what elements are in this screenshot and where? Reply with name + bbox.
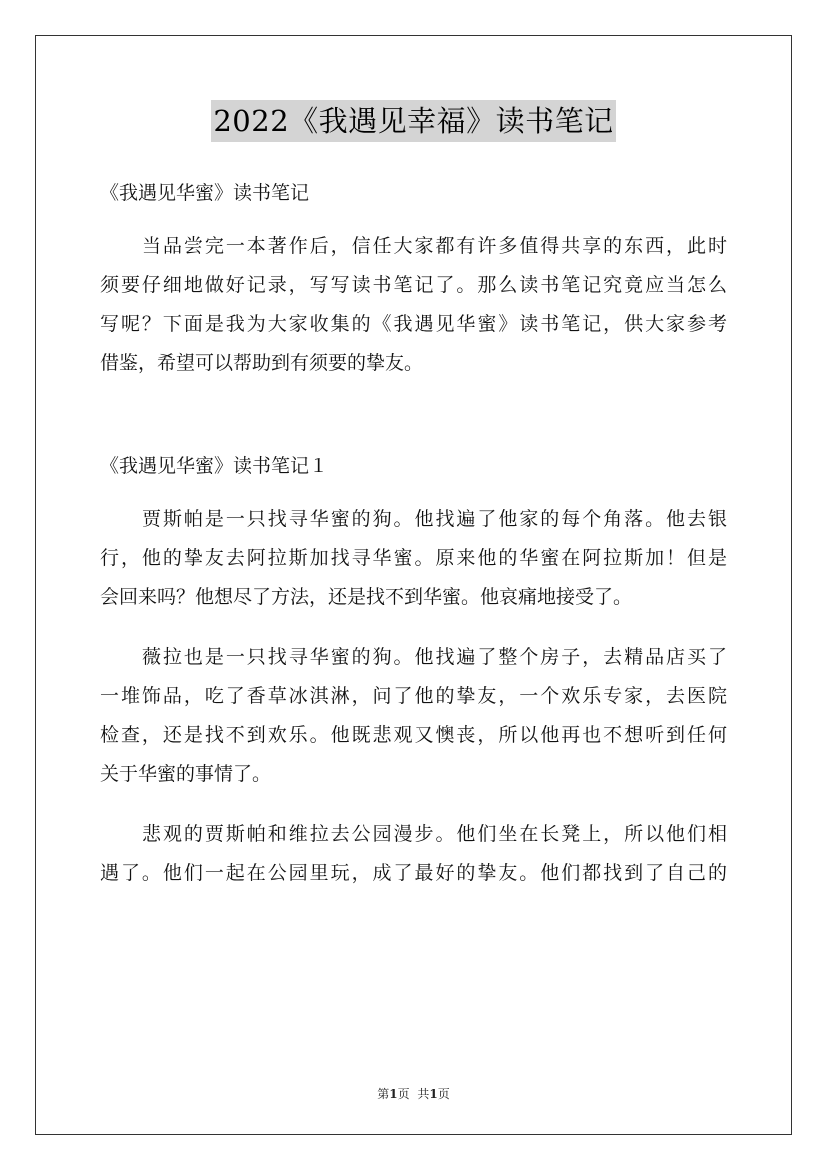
paragraph bbox=[100, 638, 727, 794]
title-container bbox=[0, 100, 827, 142]
paragraph-line: 一堆饰品，吃了香草冰淇淋，问了他的挚友，一个欢乐专家，去医院 bbox=[100, 685, 727, 707]
paragraph bbox=[100, 500, 727, 617]
page-number: 1 bbox=[389, 1087, 398, 1101]
paragraph-line: 借鉴，希望可以帮助到有须要的挚友。 bbox=[100, 352, 424, 374]
paragraph bbox=[100, 815, 727, 893]
document-title: 2022《我遇见幸福》读书笔记 bbox=[211, 100, 615, 142]
total-pages: 1 bbox=[429, 1087, 438, 1101]
paragraph-line: 须要仔细地做好记录，写写读书笔记了。那么读书笔记究竟应当怎么 bbox=[100, 274, 727, 296]
document-body bbox=[100, 174, 727, 914]
page-label-suffix: 页 bbox=[397, 1087, 410, 1101]
paragraph-line: 薇拉也是一只找寻华蜜的狗。他找遍了整个房子，去精品店买了 bbox=[142, 646, 727, 668]
section-heading: 《我遇见华蜜》读书笔记 bbox=[100, 182, 310, 204]
paragraph-line: 贾斯帕是一只找寻华蜜的狗。他找遍了他家的每个角落。他去银 bbox=[142, 508, 727, 530]
page-footer bbox=[0, 1085, 827, 1102]
paragraph bbox=[100, 227, 727, 383]
paragraph-line: 遇了。他们一起在公园里玩，成了最好的挚友。他们都找到了自己的 bbox=[100, 862, 727, 884]
total-label-suffix: 页 bbox=[437, 1087, 450, 1101]
paragraph-line: 行，他的挚友去阿拉斯加找寻华蜜。原来他的华蜜在阿拉斯加！但是 bbox=[100, 547, 727, 569]
total-label-prefix: 共 bbox=[417, 1087, 430, 1101]
paragraph-line: 当品尝完一本著作后，信任大家都有许多值得共享的东西，此时 bbox=[142, 235, 727, 257]
paragraph-line: 关于华蜜的事情了。 bbox=[100, 763, 272, 785]
section-heading: 《我遇见华蜜》读书笔记１ bbox=[100, 455, 329, 477]
paragraph-line: 写呢？下面是我为大家收集的《我遇见华蜜》读书笔记，供大家参考 bbox=[100, 313, 727, 335]
paragraph-line: 会回来吗？他想尽了方法，还是找不到华蜜。他哀痛地接受了。 bbox=[100, 586, 633, 608]
paragraph-line: 悲观的贾斯帕和维拉去公园漫步。他们坐在长凳上，所以他们相 bbox=[142, 823, 727, 845]
page-label-prefix: 第 bbox=[377, 1087, 390, 1101]
paragraph-line: 检查，还是找不到欢乐。他既悲观又懊丧，所以他再也不想听到任何 bbox=[100, 724, 727, 746]
